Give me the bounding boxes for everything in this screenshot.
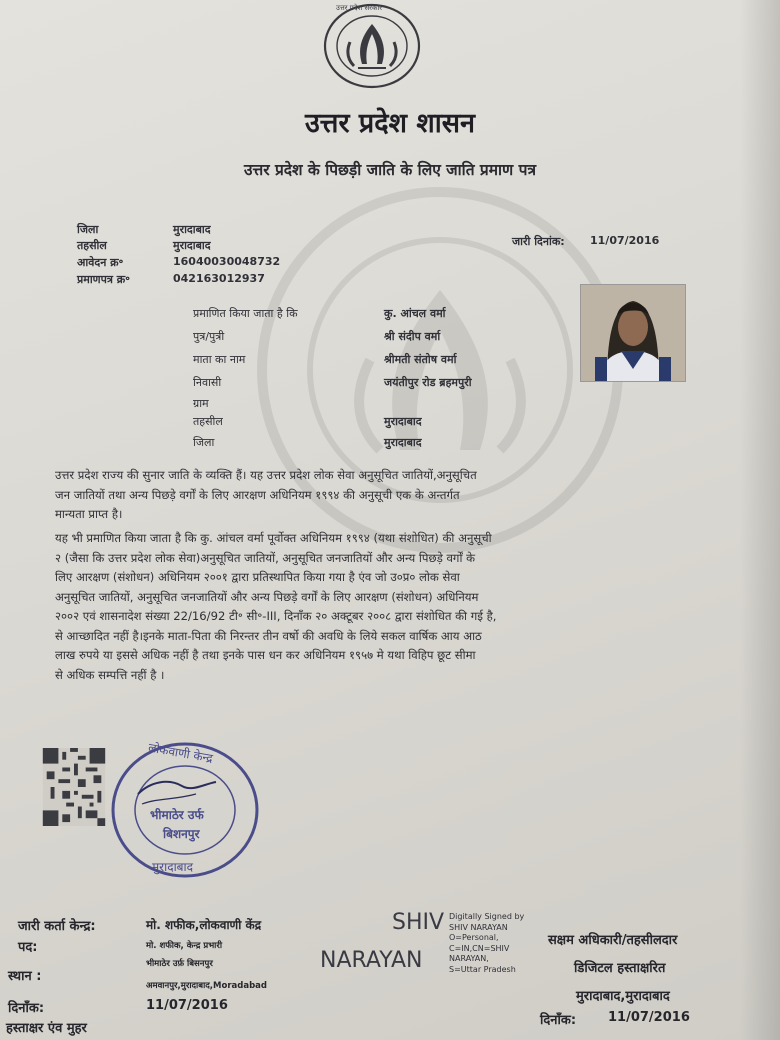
certified-name: कु. आंचल वर्मा bbox=[384, 307, 446, 320]
tehsil-label: तहसील bbox=[77, 239, 107, 252]
resident-value: जयंतीपुर रोड ब्रहमपुरी bbox=[384, 376, 472, 389]
paragraph-line: मान्यता प्राप्त है। bbox=[55, 507, 123, 521]
caste-declaration-paragraph bbox=[55, 466, 705, 525]
signature-line: SHIV NARAYAN bbox=[449, 922, 508, 932]
paragraph-line: से आच्छादित नहीं है।इनके माता-पिता की निरन्तर तीन वर्षो की अवधि के लिये सकल वार्षिक आय आठ bbox=[55, 628, 482, 643]
post-label: पद: bbox=[18, 940, 38, 955]
paragraph-line: से अधिक सम्पत्ति नहीं है । bbox=[55, 667, 165, 682]
footer-date-value: 11/07/2016 bbox=[146, 998, 228, 1013]
paragraph-line: अनुसूचित जातियों, अनुसूचित जनजातियों और अन्य पिछड़े वर्गों के लिए आरक्षण (संशोधन) अधिनियम bbox=[55, 589, 479, 604]
signature-line: O=Personal, bbox=[449, 933, 499, 942]
person-tehsil-label: तहसील bbox=[193, 415, 223, 428]
issue-date-label: जारी दिनांक: bbox=[512, 235, 565, 248]
authority-title: सक्षम अधिकारी/तहसीलदार bbox=[548, 933, 678, 948]
tehsil-value: मुरादाबाद bbox=[173, 239, 211, 252]
resident-label: निवासी bbox=[193, 376, 222, 389]
paragraph-line: लिए आरक्षण (संशोधन) अधिनियम २००१ द्वारा प्रतिस्थापित किया गया है एंव जो उ०प्र० लोक सेवा bbox=[55, 570, 460, 584]
seal-bottom-text: मुरादाबाद bbox=[152, 860, 194, 874]
seal-top-text: लोकवाणी केन्द्र bbox=[147, 740, 214, 766]
up-government-emblem-icon bbox=[322, 2, 422, 90]
mother-label: माता का नाम bbox=[193, 353, 246, 366]
post-value: मो. शफीक, केन्द्र प्रभारी bbox=[146, 941, 223, 951]
paragraph-line: उत्तर प्रदेश राज्य की सुनार जाति के व्यक्ति हैं। यह उत्तर प्रदेश लोक सेवा अनुसूचित जातियों,अनुसूचित bbox=[55, 468, 477, 482]
page-title: उत्तर प्रदेश शासन bbox=[305, 108, 475, 139]
footer-date-label: दिनाँक: bbox=[8, 1001, 45, 1016]
certificate-number-label: प्रमाणपत्र क्र॰ bbox=[77, 273, 130, 286]
digital-signer-first-name: SHIV bbox=[392, 910, 445, 935]
authority-date-value: 11/07/2016 bbox=[608, 1010, 690, 1025]
digital-signer-last-name: NARAYAN bbox=[320, 948, 423, 973]
paragraph-line: लाख रुपये या इससे अधिक नहीं है तथा इनके पास धन कर अधिनियम १९५७ मे यथा विहिप छूट सीमा bbox=[55, 648, 476, 662]
issuer-label: जारी कर्ता केन्द्र: bbox=[18, 919, 96, 934]
person-tehsil-value: मुरादाबाद bbox=[384, 415, 422, 428]
seal-lower-text: बिशनपुर bbox=[163, 827, 200, 841]
paragraph-line: यह भी प्रमाणित किया जाता है कि कु. आंचल वर्मा पूर्वोक्त अधिनियम १९९४ (यथा संशोधित) की अनुसूची bbox=[55, 531, 492, 545]
signature-line: Digitally Signed by bbox=[449, 912, 525, 921]
place-value: अमवानपुर,मुरादाबाद,Moradabad bbox=[146, 981, 267, 991]
district-value: मुरादाबाद bbox=[173, 223, 211, 236]
application-number-label: आवेदन क्र॰ bbox=[77, 256, 124, 269]
certification-paragraph bbox=[55, 529, 705, 685]
place-label: स्थान : bbox=[8, 969, 42, 984]
digital-signature-details bbox=[449, 912, 524, 975]
certificate-subtitle: उत्तर प्रदेश के पिछड़ी जाति के लिए जाति प्रमाण पत्र bbox=[244, 161, 536, 179]
father-name: श्री संदीप वर्मा bbox=[384, 330, 441, 343]
emblem-caption: उत्तर प्रदेश सरकार bbox=[336, 4, 383, 12]
signature-line: S=Uttar Pradesh bbox=[449, 964, 516, 974]
issuer-value: मो. शफीक,लोकवाणी केंद्र bbox=[146, 918, 262, 932]
applicant-photo bbox=[580, 284, 686, 382]
certificate-number-value: 042163012937 bbox=[173, 272, 265, 285]
issue-date-value: 11/07/2016 bbox=[590, 234, 660, 247]
authority-date-label: दिनाँक: bbox=[540, 1013, 577, 1028]
signature-line: NARAYAN, bbox=[449, 954, 489, 963]
qr-code-icon bbox=[42, 748, 106, 826]
paragraph-line: जन जातियों तथा अन्य पिछड़े वर्गों के लिए आरक्षण अधिनियम १९९४ की अनुसूची एक के अन्तर्गत bbox=[55, 487, 460, 502]
paragraph-line: २००२ एवं शासनादेश संख्या 22/16/92 टी॰ सी॰-III, दिनाँक २० अक्टूबर २००८ द्वारा संशोधित की गई है, bbox=[55, 609, 497, 623]
sign-and-seal-label: हस्ताक्षर एंव मुहर bbox=[6, 1021, 87, 1036]
child-of-label: पुत्र/पुत्री bbox=[193, 330, 225, 343]
authority-digital-sign: डिजिटल हस्ताक्षरित bbox=[574, 961, 666, 976]
page-shadow bbox=[740, 0, 780, 1040]
person-district-value: मुरादाबाद bbox=[384, 436, 422, 449]
seal-middle-text: भीमाठेर उर्फ bbox=[150, 808, 204, 822]
application-number-value: 16040030048732 bbox=[173, 255, 281, 268]
certified-label: प्रमाणित किया जाता है कि bbox=[193, 307, 298, 320]
district-label: जिला bbox=[77, 223, 99, 236]
village-label: ग्राम bbox=[193, 397, 209, 410]
authority-place: मुरादाबाद,मुरादाबाद bbox=[576, 989, 670, 1004]
post-subtext: भीमाठेर उर्फ़ बिसनपुर bbox=[146, 959, 213, 969]
mother-name: श्रीमती संतोष वर्मा bbox=[384, 353, 457, 366]
person-district-label: जिला bbox=[193, 436, 215, 449]
signature-line: C=IN,CN=SHIV bbox=[449, 943, 510, 953]
paragraph-line: २ (जैसा कि उत्तर प्रदेश लोक सेवा)अनुसूचित जातियों, अनुसूचित जनजातियों और अन्य पिछड़े वर्गों के bbox=[55, 550, 476, 565]
